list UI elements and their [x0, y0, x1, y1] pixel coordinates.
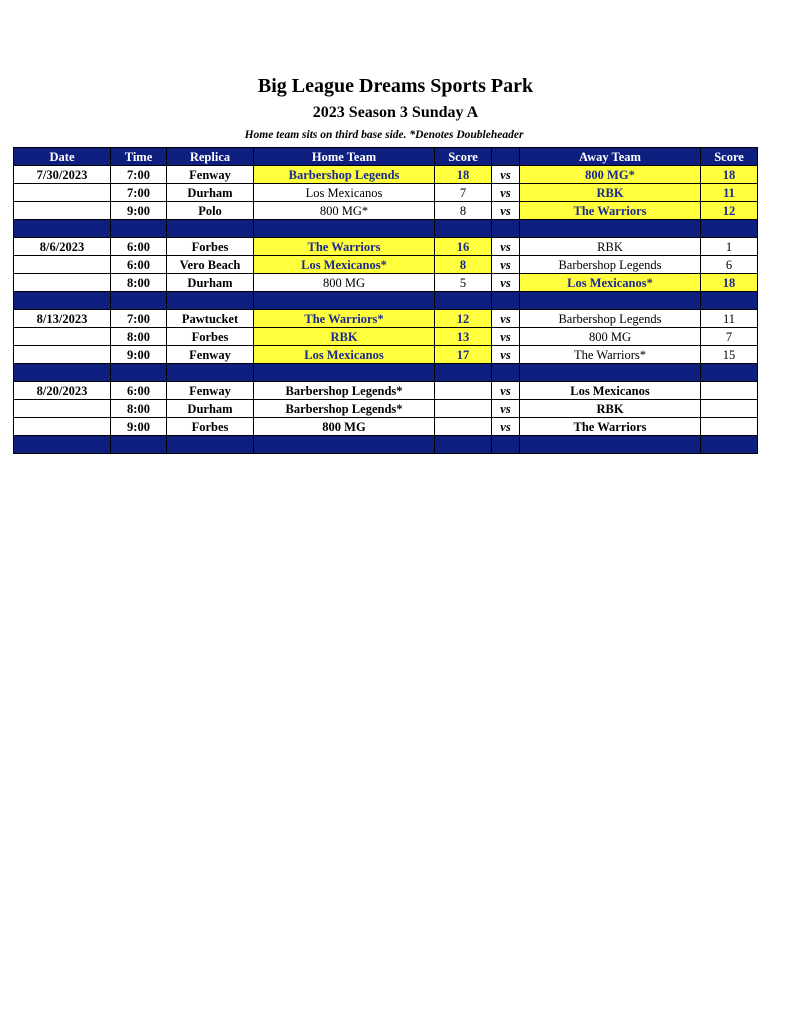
game-date	[14, 256, 111, 274]
home-team: Barbershop Legends*	[254, 382, 435, 400]
separator-cell	[167, 292, 254, 310]
game-row	[14, 328, 758, 346]
home-score	[435, 382, 492, 400]
separator-cell	[254, 220, 435, 238]
game-time: 7:00	[111, 310, 167, 328]
game-row	[14, 346, 758, 364]
separator-cell	[435, 220, 492, 238]
game-replica: Pawtucket	[167, 310, 254, 328]
table-header-row	[14, 148, 758, 166]
separator-cell	[167, 436, 254, 454]
separator-cell	[254, 364, 435, 382]
game-row	[14, 400, 758, 418]
game-replica: Fenway	[167, 382, 254, 400]
game-time: 7:00	[111, 184, 167, 202]
game-row	[14, 256, 758, 274]
home-score: 13	[435, 328, 492, 346]
separator-cell	[520, 436, 701, 454]
away-score: 12	[701, 202, 758, 220]
away-team: Los Mexicanos*	[520, 274, 701, 292]
away-team: 800 MG*	[520, 166, 701, 184]
vs-label: vs	[492, 202, 520, 220]
separator-cell	[701, 220, 758, 238]
separator-cell	[520, 220, 701, 238]
separator-cell	[14, 364, 111, 382]
game-time: 6:00	[111, 238, 167, 256]
column-header-replica: Replica	[167, 148, 254, 166]
vs-label: vs	[492, 346, 520, 364]
home-score	[435, 400, 492, 418]
away-team: The Warriors*	[520, 346, 701, 364]
vs-label: vs	[492, 418, 520, 436]
separator-cell	[254, 292, 435, 310]
game-replica: Forbes	[167, 238, 254, 256]
column-header-vs	[492, 148, 520, 166]
away-score: 11	[701, 184, 758, 202]
away-score: 1	[701, 238, 758, 256]
away-score: 15	[701, 346, 758, 364]
column-header-home-team: Home Team	[254, 148, 435, 166]
away-team: RBK	[520, 400, 701, 418]
home-score: 18	[435, 166, 492, 184]
game-row	[14, 202, 758, 220]
home-team: 800 MG	[254, 418, 435, 436]
separator-cell	[111, 364, 167, 382]
schedule-note: Home team sits on third base side. *Denotes Doubleheader	[244, 129, 524, 141]
game-date	[14, 202, 111, 220]
away-team: The Warriors	[520, 418, 701, 436]
game-replica: Polo	[167, 202, 254, 220]
schedule-body	[14, 166, 758, 454]
separator-cell	[520, 364, 701, 382]
game-row	[14, 382, 758, 400]
separator-cell	[14, 292, 111, 310]
away-team: The Warriors	[520, 202, 701, 220]
separator-cell	[111, 436, 167, 454]
home-team: Los Mexicanos*	[254, 256, 435, 274]
separator-cell	[492, 220, 520, 238]
away-score: 6	[701, 256, 758, 274]
home-score	[435, 418, 492, 436]
game-replica: Durham	[167, 274, 254, 292]
week-separator	[14, 292, 758, 310]
game-date: 7/30/2023	[14, 166, 111, 184]
game-row	[14, 166, 758, 184]
separator-cell	[435, 436, 492, 454]
game-time: 8:00	[111, 400, 167, 418]
game-row	[14, 238, 758, 256]
game-date	[14, 418, 111, 436]
away-score: 11	[701, 310, 758, 328]
vs-label: vs	[492, 184, 520, 202]
away-team: 800 MG	[520, 328, 701, 346]
separator-cell	[701, 364, 758, 382]
game-row	[14, 310, 758, 328]
home-team: 800 MG	[254, 274, 435, 292]
home-score: 5	[435, 274, 492, 292]
column-header-away-score: Score	[701, 148, 758, 166]
game-replica: Durham	[167, 400, 254, 418]
home-team: Los Mexicanos	[254, 346, 435, 364]
separator-cell	[14, 220, 111, 238]
week-separator	[14, 436, 758, 454]
week-separator	[14, 220, 758, 238]
separator-cell	[14, 436, 111, 454]
home-score: 17	[435, 346, 492, 364]
schedule-table	[13, 147, 758, 454]
game-time: 6:00	[111, 256, 167, 274]
game-time: 6:00	[111, 382, 167, 400]
vs-label: vs	[492, 328, 520, 346]
separator-cell	[492, 436, 520, 454]
page-title: Big League Dreams Sports Park	[257, 75, 534, 97]
game-date: 8/13/2023	[14, 310, 111, 328]
separator-cell	[111, 220, 167, 238]
home-score: 8	[435, 202, 492, 220]
home-score: 7	[435, 184, 492, 202]
separator-cell	[492, 364, 520, 382]
game-replica: Forbes	[167, 328, 254, 346]
separator-cell	[111, 292, 167, 310]
column-header-time: Time	[111, 148, 167, 166]
separator-cell	[254, 436, 435, 454]
game-row	[14, 274, 758, 292]
game-date	[14, 184, 111, 202]
week-separator	[14, 364, 758, 382]
away-score: 18	[701, 166, 758, 184]
game-replica: Vero Beach	[167, 256, 254, 274]
game-date: 8/20/2023	[14, 382, 111, 400]
away-team: Barbershop Legends	[520, 256, 701, 274]
column-header-date: Date	[14, 148, 111, 166]
vs-label: vs	[492, 166, 520, 184]
game-row	[14, 184, 758, 202]
separator-cell	[435, 292, 492, 310]
away-team: RBK	[520, 238, 701, 256]
home-score: 8	[435, 256, 492, 274]
vs-label: vs	[492, 274, 520, 292]
away-score: 7	[701, 328, 758, 346]
home-score: 16	[435, 238, 492, 256]
game-row	[14, 418, 758, 436]
away-score	[701, 382, 758, 400]
home-team: The Warriors*	[254, 310, 435, 328]
home-team: 800 MG*	[254, 202, 435, 220]
away-score	[701, 418, 758, 436]
separator-cell	[701, 436, 758, 454]
home-team: Barbershop Legends*	[254, 400, 435, 418]
separator-cell	[701, 292, 758, 310]
vs-label: vs	[492, 238, 520, 256]
column-header-away-team: Away Team	[520, 148, 701, 166]
vs-label: vs	[492, 310, 520, 328]
away-score	[701, 400, 758, 418]
home-team: Los Mexicanos	[254, 184, 435, 202]
column-header-home-score: Score	[435, 148, 492, 166]
home-team: RBK	[254, 328, 435, 346]
game-replica: Fenway	[167, 346, 254, 364]
away-team: RBK	[520, 184, 701, 202]
game-date	[14, 346, 111, 364]
game-date	[14, 274, 111, 292]
home-team: Barbershop Legends	[254, 166, 435, 184]
page-subtitle: 2023 Season 3 Sunday A	[312, 104, 479, 121]
vs-label: vs	[492, 382, 520, 400]
game-time: 8:00	[111, 274, 167, 292]
home-team: The Warriors	[254, 238, 435, 256]
separator-cell	[492, 292, 520, 310]
game-date	[14, 400, 111, 418]
game-time: 7:00	[111, 166, 167, 184]
game-time: 8:00	[111, 328, 167, 346]
separator-cell	[167, 364, 254, 382]
separator-cell	[520, 292, 701, 310]
game-time: 9:00	[111, 418, 167, 436]
game-date: 8/6/2023	[14, 238, 111, 256]
separator-cell	[167, 220, 254, 238]
game-time: 9:00	[111, 202, 167, 220]
away-score: 18	[701, 274, 758, 292]
away-team: Barbershop Legends	[520, 310, 701, 328]
vs-label: vs	[492, 400, 520, 418]
separator-cell	[435, 364, 492, 382]
game-date	[14, 328, 111, 346]
game-replica: Forbes	[167, 418, 254, 436]
game-time: 9:00	[111, 346, 167, 364]
vs-label: vs	[492, 256, 520, 274]
game-replica: Fenway	[167, 166, 254, 184]
home-score: 12	[435, 310, 492, 328]
game-replica: Durham	[167, 184, 254, 202]
away-team: Los Mexicanos	[520, 382, 701, 400]
